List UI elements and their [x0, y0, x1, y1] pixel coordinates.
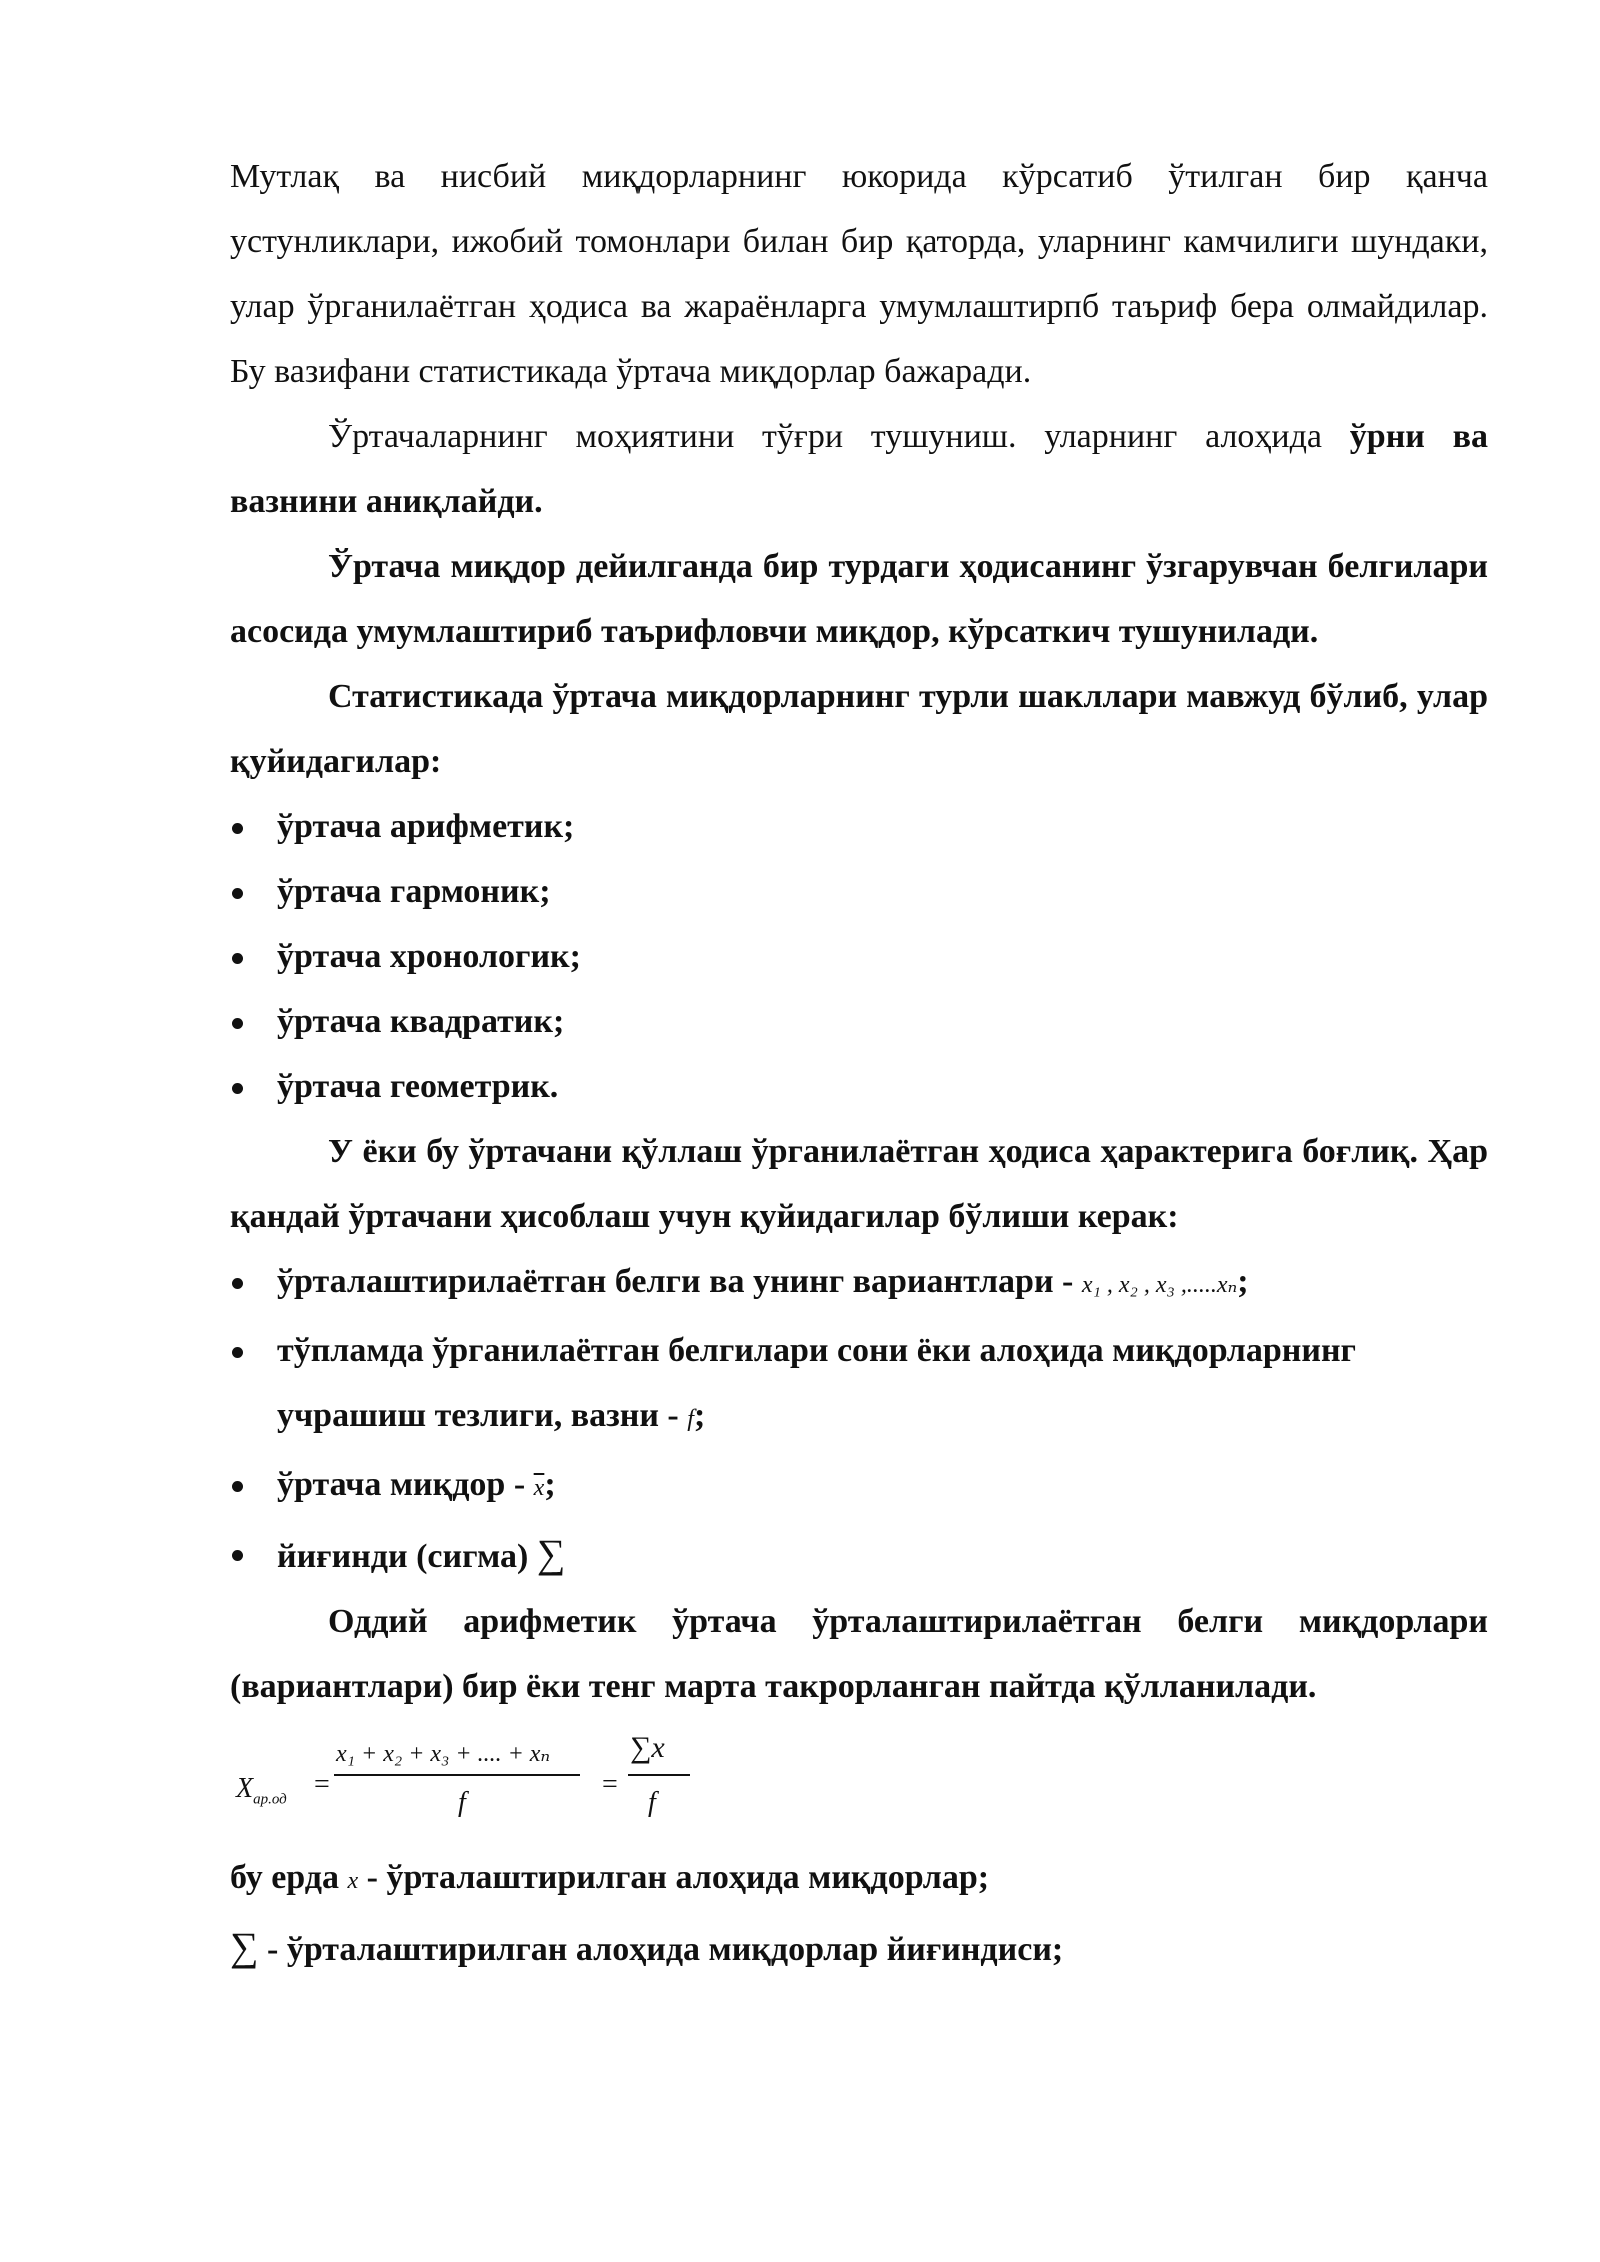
weight-math: f — [687, 1406, 694, 1432]
bullet-icon — [232, 1083, 243, 1094]
bullet-icon — [232, 823, 243, 834]
list-item — [230, 924, 1488, 989]
list-item — [230, 1521, 1488, 1589]
paragraph-essence-text: Ўртачаларнинг моҳиятини тўғри тушуниш. уларнинг алоҳида — [328, 418, 1350, 455]
where-rest: - ўрталаштирилган алоҳида миқдорлар; — [358, 1859, 990, 1896]
list-item-text: ўртача хронологик; — [277, 938, 581, 975]
mean-math: $\overline{x}$ — [533, 1475, 545, 1501]
sigma-rest: - ўрталаштирилган алоҳида миқдорлар йиғиндиси; — [258, 1931, 1064, 1968]
arithmetic-mean-formula — [230, 1727, 1488, 1845]
list-item-end: ; — [1237, 1263, 1249, 1300]
bullet-icon — [232, 1481, 243, 1492]
formula-lhs-symbol: X — [236, 1773, 254, 1804]
formula-denominator: f — [458, 1787, 466, 1818]
fraction-bar — [334, 1774, 580, 1776]
sigma-icon: ∑ — [536, 1531, 566, 1576]
bullet-icon — [232, 1278, 243, 1289]
paragraph-where-sigma — [230, 1914, 1488, 1982]
fraction-bar-2 — [628, 1774, 690, 1776]
bullet-icon — [232, 1550, 243, 1561]
list-item-text: ўртача арифметик; — [277, 808, 575, 845]
formula-equals-2: = — [602, 1769, 618, 1800]
list-average-types — [230, 794, 1488, 1119]
list-item — [230, 1054, 1488, 1119]
paragraph-forms: Статистикада ўртача миқдорларнинг турли шакллари мавжуд бўлиб, улар қуйидагилар: — [230, 678, 1488, 780]
x-math: x — [347, 1868, 359, 1894]
bullet-icon — [232, 953, 243, 964]
list-item-text: ўрталаштирилаётган белги ва унинг вариантлари - — [277, 1263, 1082, 1300]
paragraph-application: У ёки бу ўртачани қўллаш ўрганилаётган ҳодиса ҳарактерига боғлиқ. Ҳар қандай ўртачани ҳисоблаш учун қуйидагилар бўлиши керак: — [230, 1133, 1488, 1235]
list-item-text: ўртача миқдор - — [277, 1466, 534, 1503]
list-item-text: йиғинди (сигма) — [277, 1538, 537, 1575]
where-text: бу ерда — [230, 1859, 348, 1896]
list-item — [230, 859, 1488, 924]
bullet-icon — [232, 1347, 243, 1358]
sigma-icon: ∑ — [230, 1924, 259, 1969]
list-requirements — [230, 1249, 1488, 1589]
list-item-text: ўртача геометрик. — [277, 1068, 559, 1105]
paragraph-simple-mean: Оддий арифметик ўртача ўрталаштирилаётган белги миқдорлари (вариантлари) бир ёки тенг марта такрорланган пайтда қўлланилади. — [230, 1603, 1488, 1705]
list-item — [230, 989, 1488, 1054]
formula-equals: = — [314, 1769, 330, 1800]
formula-numerator: x₁ + x₂ + x₃ + .... + xₙ — [336, 1741, 551, 1767]
paragraph-essence-bold: ўрни ва вазнини аниқлайди. — [230, 418, 1488, 520]
formula-lhs-subscript: ар.од — [253, 1791, 287, 1808]
formula-numerator-2: ∑x — [630, 1731, 665, 1764]
formula-denominator-2: f — [648, 1787, 656, 1818]
list-item — [230, 794, 1488, 859]
paragraph-intro: Мутлақ ва нисбий миқдорларнинг юкорида кўрсатиб ўтилган бир қанча устунликлари, ижобий томонлари билан бир қаторда, уларнинг камчилиги шундаки, улар ўрганилаётган ҳодиса ва жараёнларга умумлаштирпб таъриф бера олмайдилар. Бу вазифани статистикада ўртача миқдорлар бажаради. — [230, 158, 1488, 390]
document-page — [230, 144, 1488, 1982]
list-item-text: ўртача гармоник; — [277, 873, 551, 910]
formula-lhs — [236, 1773, 287, 1809]
list-item — [230, 1318, 1488, 1452]
variants-math: x₁ , x₂ , x₃ ,.....xₙ — [1081, 1272, 1238, 1298]
list-item-text: тўпламда ўрганилаётган белгилари сони ёки алоҳида миқдорларнинг учрашиш тезлиги, вазни - — [277, 1332, 1356, 1434]
list-item-end: ; — [544, 1466, 556, 1503]
list-item — [230, 1452, 1488, 1521]
paragraph-essence — [230, 404, 1488, 534]
bullet-icon — [232, 1018, 243, 1029]
paragraph-where-x — [230, 1845, 1488, 1914]
list-item-end: ; — [693, 1397, 706, 1434]
bullet-icon — [232, 888, 243, 899]
paragraph-definition: Ўртача миқдор дейилганда бир турдаги ҳодисанинг ўзгарувчан белгилари асосида умумлаштириб таърифловчи миқдор, кўрсаткич тушунилади. — [230, 548, 1488, 650]
list-item-text: ўртача квадратик; — [277, 1003, 565, 1040]
list-item — [230, 1249, 1488, 1318]
